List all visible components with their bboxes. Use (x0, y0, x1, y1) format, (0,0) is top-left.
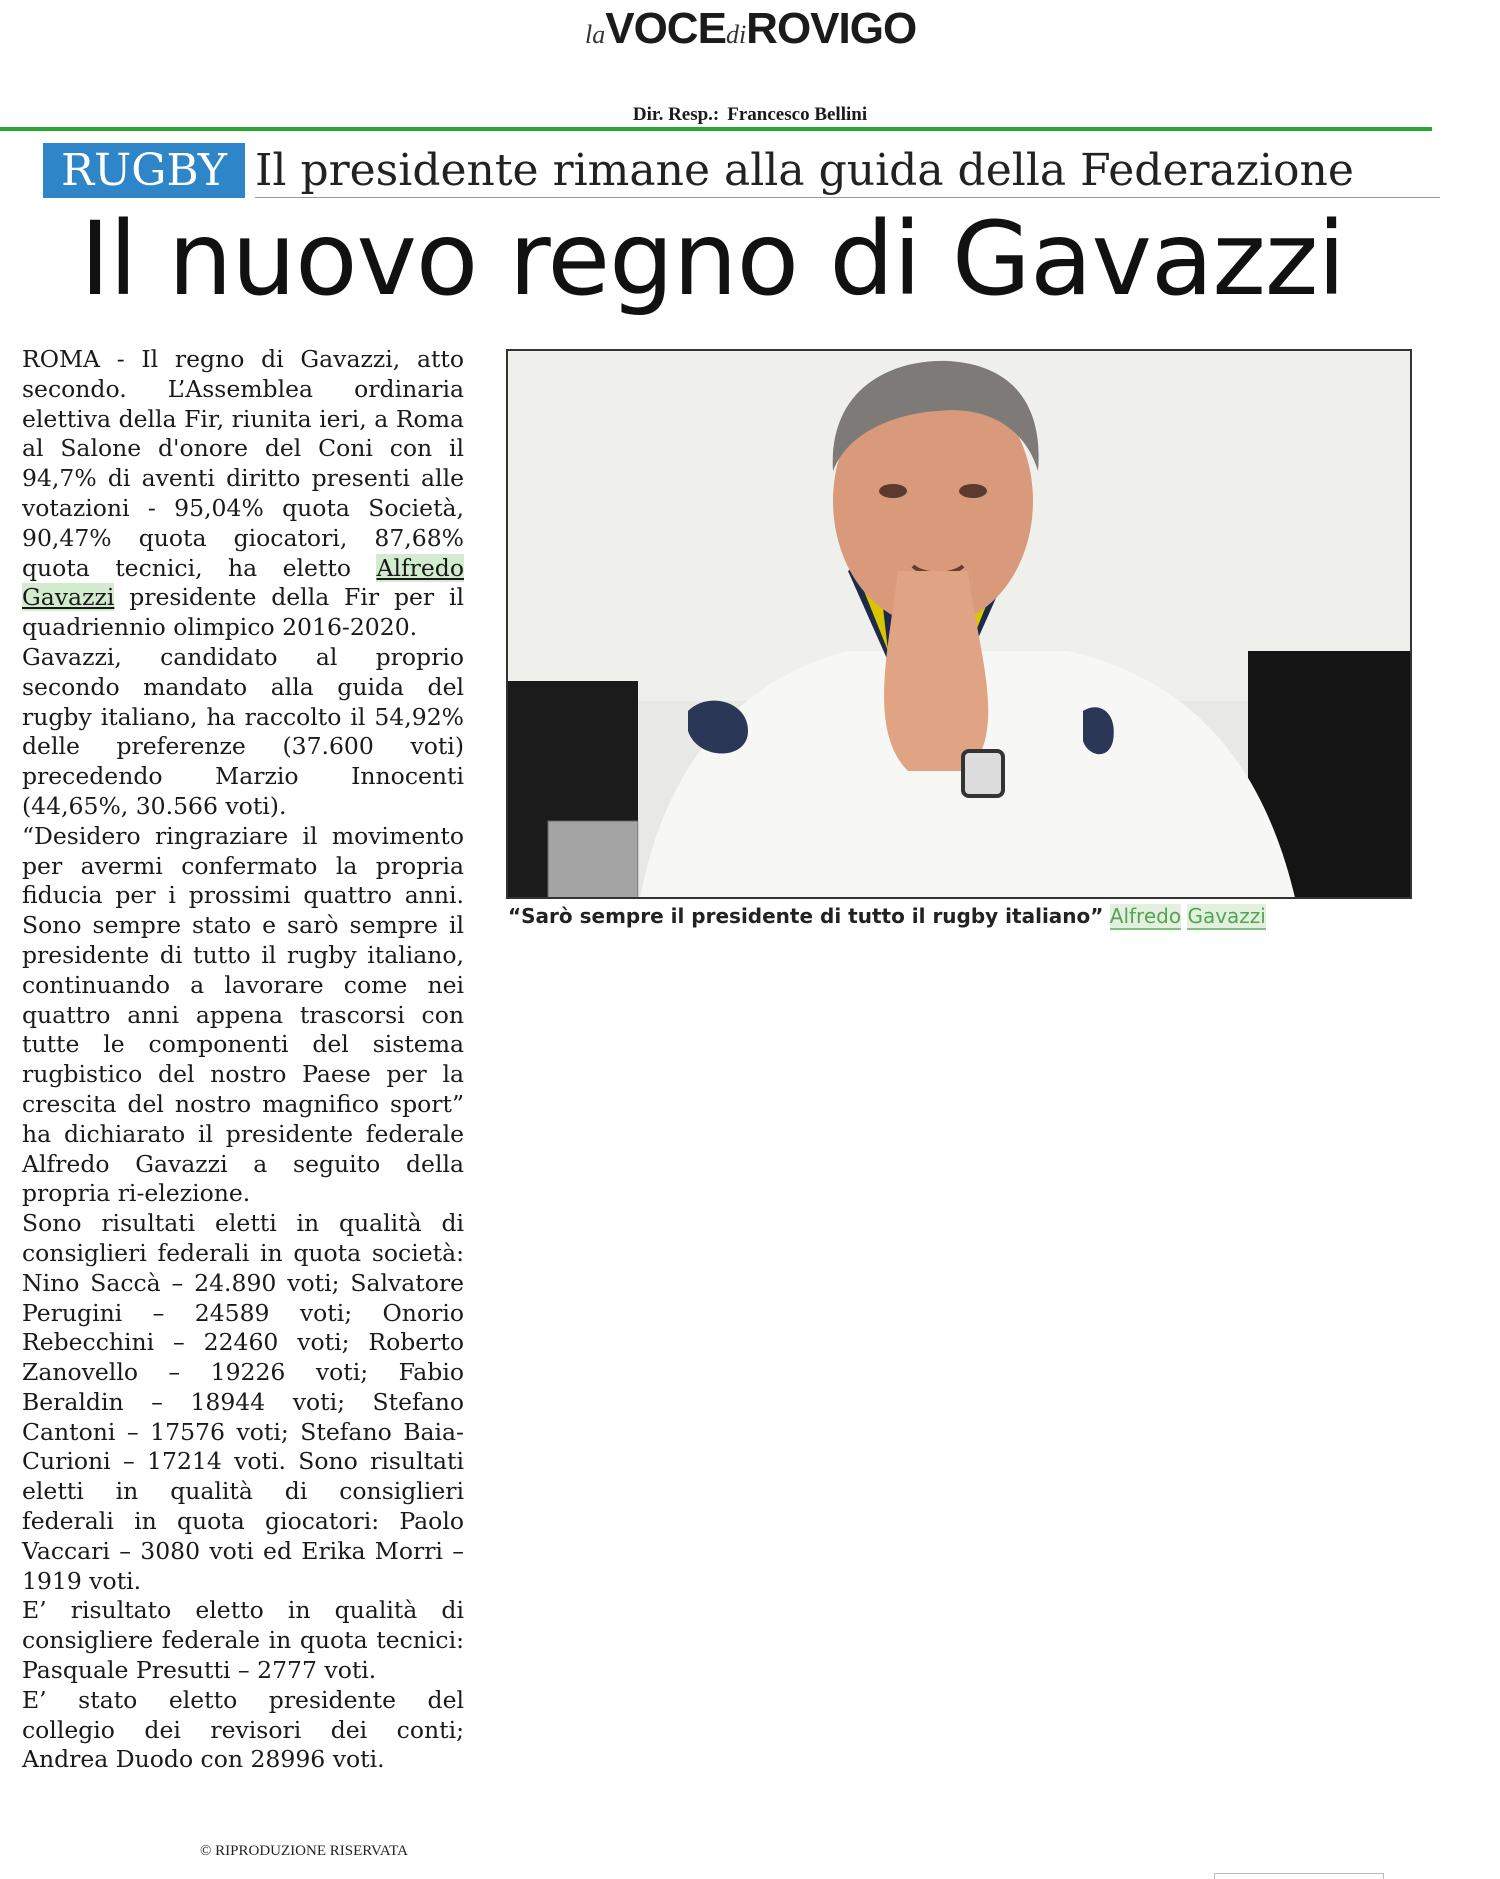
article-body (22, 345, 464, 1775)
headline: Il nuovo regno di Gavazzi (80, 200, 1345, 319)
man-with-folded-hands-image (508, 351, 1412, 899)
caption-name-last[interactable]: Gavazzi (1187, 904, 1266, 928)
paragraph-1: ROMA - Il regno di Gavazzi, atto secondo. L’Assemblea ordinaria elettiva della Fir, riunita ieri, a Roma al Salone d'onore del Coni con il 94,7% di aventi diritto presenti alle votazioni - 95,04% quota Società, 90,47% quota giocatori, 87,68% quota tecnici, ha eletto Alfredo Gavazzi presidente della Fir per il quadriennio olimpico 2016-2020. (22, 345, 464, 642)
logo-di: di (725, 20, 747, 49)
masthead (0, 0, 1500, 60)
director-name: Francesco Bellini (727, 104, 868, 125)
subheadline: Il presidente rimane alla guida della Federazione (255, 145, 1354, 196)
logo-voce: VOCE (605, 4, 726, 53)
paragraph-4: Sono risultati eletti in qualità di consiglieri federali in quota società: Nino Saccà – 24.890 voti; Salvatore Perugini – 24589 voti; Onorio Rebecchini – 22460 voti; Roberto Zanovello – 19226 voti; Fabio Beraldin – 18944 voti; Stefano Cantoni – 17576 voti; Stefano Baia-Curioni – 17214 voti. Sono risultati eletti in qualità di consiglieri federali in quota giocatori: Paolo Vaccari – 3080 voti ed Erika Morri – 1919 voti. (22, 1209, 464, 1595)
paragraph-3: “Desidero ringraziare il movimento per avermi confermato la propria fiducia per i prossimi quattro anni. Sono sempre stato e sarò sempre il presidente di tutto il rugby italiano, continuando a lavorare come nei quattro anni appena trascorsi con tutte le componenti del sistema rugbistico del nostro Paese per la crescita del nostro magnifico sport” ha dichiarato il presidente federale Alfredo Gavazzi a seguito della propria ri-elezione. (22, 821, 464, 1208)
kicker-row (43, 143, 1398, 198)
caption-quote: “Sarò sempre il presidente di tutto il rugby italiano” (508, 904, 1104, 928)
paragraph-2: Gavazzi, candidato al proprio secondo mandato alla guida del rugby italiano, ha raccolto il 54,92% delle preferenze (37.600 voti) precedendo Marzio Innocenti (44,65%, 30.566 voti). (22, 642, 464, 820)
director-label: Dir. Resp.: (632, 104, 720, 125)
page-corner-box (1214, 1873, 1384, 1879)
photo-caption (508, 904, 1408, 928)
paragraph-6: E’ stato eletto presidente del collegio dei revisori dei conti; Andrea Duodo con 28996 voti. (22, 1685, 464, 1774)
caption-name-first[interactable]: Alfredo (1109, 904, 1182, 928)
section-badge: RUGBY (43, 143, 245, 198)
subhead-underline (255, 197, 1440, 198)
header-rule (0, 127, 1432, 131)
caption-name (1110, 904, 1266, 930)
copyright-notice: © RIPRODUZIONE RISERVATA (200, 1843, 408, 1859)
logo-prefix: la (585, 20, 606, 49)
highlighted-name-last[interactable]: Gavazzi (22, 583, 115, 612)
logo-rovigo: ROVIGO (746, 4, 917, 53)
director-line (0, 104, 1500, 126)
article-photo (506, 349, 1412, 899)
paragraph-5: E’ risultato eletto in qualità di consigliere federale in quota tecnici: Pasquale Presutti – 2777 voti. (22, 1596, 464, 1685)
newspaper-logo (585, 4, 916, 54)
highlighted-name-first[interactable]: Alfredo (376, 553, 464, 582)
